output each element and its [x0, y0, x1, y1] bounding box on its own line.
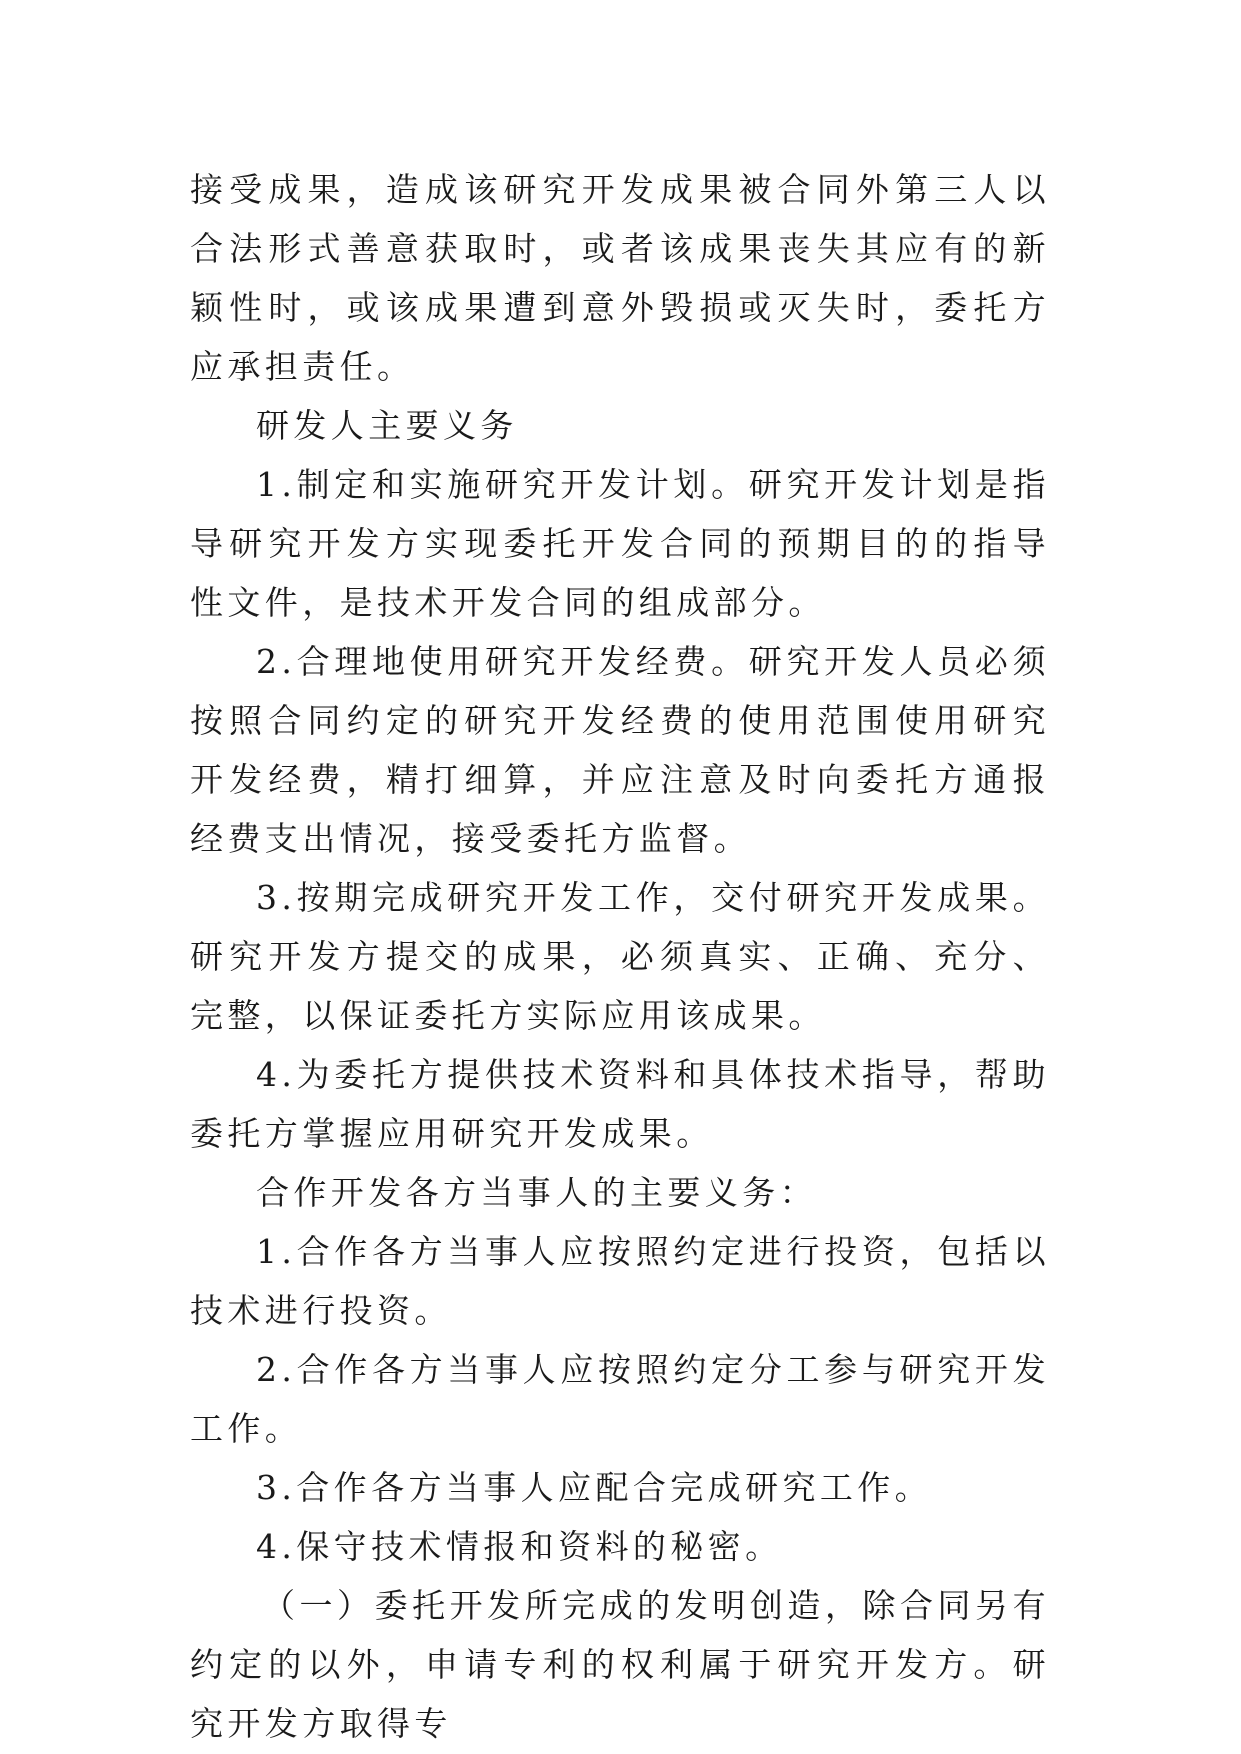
paragraph: （一）委托开发所完成的发明创造，除合同另有约定的以外，申请专利的权利属于研究开发方。研究开发方取得专	[190, 1586, 1050, 1743]
paragraph: 2.合理地使用研究开发经费。研究开发人员必须按照合同约定的研究开发经费的使用范围使用研究开发经费，精打细算，并应注意及时向委托方通报经费支出情况，接受委托方监督。	[190, 642, 1050, 858]
section-heading: 研发人主要义务	[256, 406, 518, 445]
section-heading: 合作开发各方当事人的主要义务：	[256, 1173, 817, 1212]
paragraph: 4.为委托方提供技术资料和具体技术指导，帮助委托方掌握应用研究开发成果。	[190, 1055, 1050, 1153]
paragraph: 3.合作各方当事人应配合完成研究工作。	[256, 1468, 933, 1507]
paragraph: 2.合作各方当事人应按照约定分工参与研究开发工作。	[190, 1350, 1050, 1448]
document-body	[190, 160, 1050, 1753]
paragraph: 1.合作各方当事人应按照约定进行投资，包括以技术进行投资。	[190, 1232, 1050, 1330]
paragraph: 接受成果，造成该研究开发成果被合同外第三人以合法形式善意获取时，或者该成果丧失其应有的新颖性时，或该成果遭到意外毁损或灭失时，委托方应承担责任。	[190, 170, 1050, 386]
paragraph: 4.保守技术情报和资料的秘密。	[256, 1527, 783, 1566]
paragraph: 3.按期完成研究开发工作，交付研究开发成果。研究开发方提交的成果，必须真实、正确、充分、完整，以保证委托方实际应用该成果。	[190, 878, 1050, 1035]
paragraph: 1.制定和实施研究开发计划。研究开发计划是指导研究开发方实现委托开发合同的预期目的的指导性文件，是技术开发合同的组成部分。	[190, 465, 1050, 622]
